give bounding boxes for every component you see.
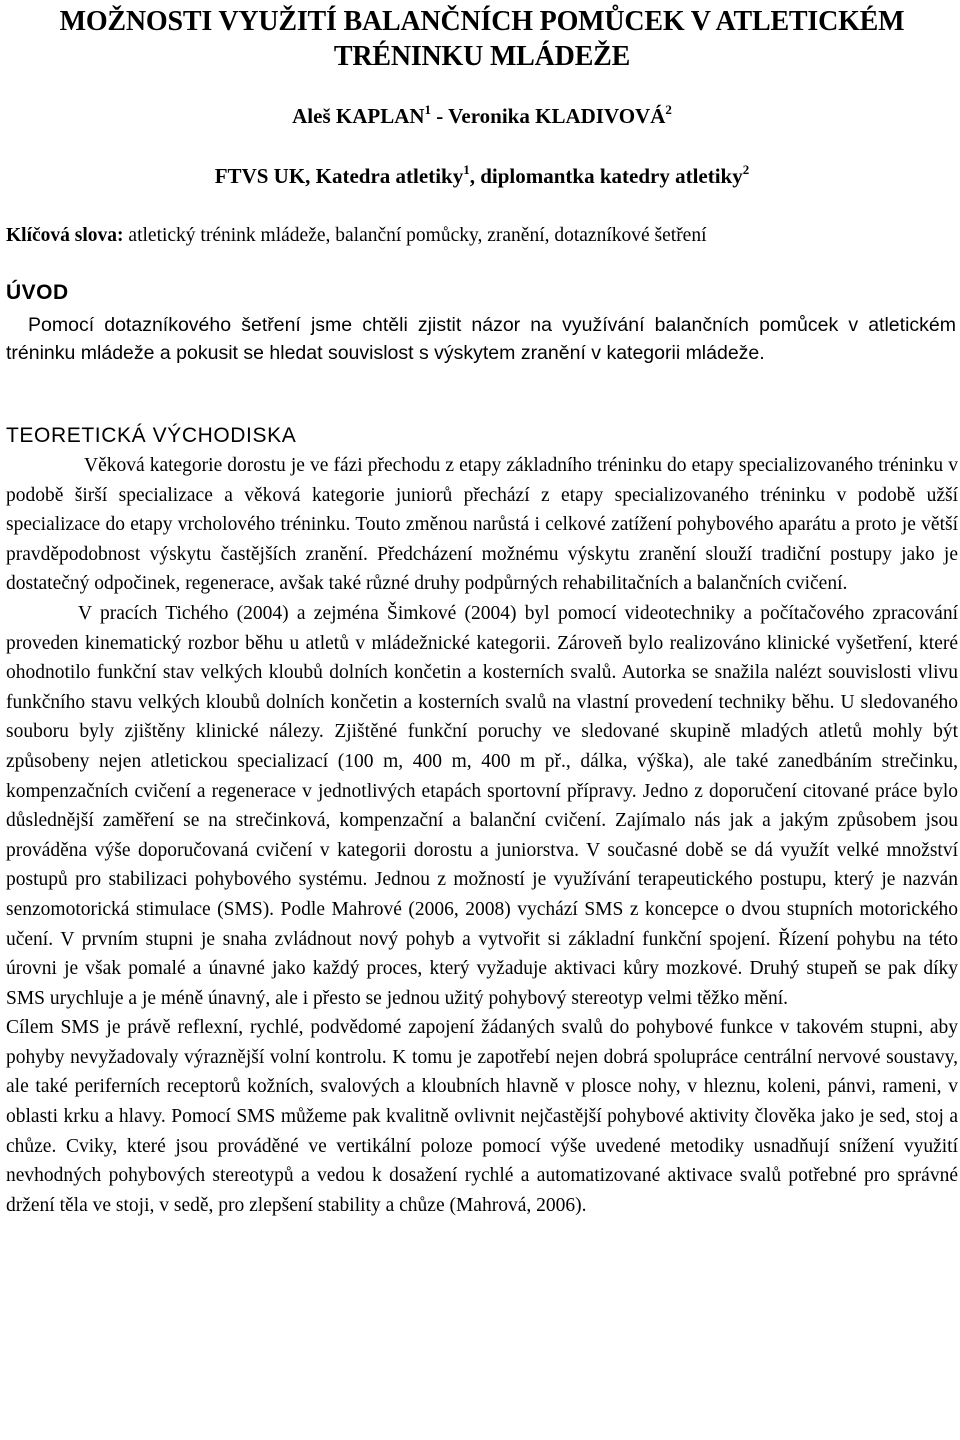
title-line-2: TRÉNINKU MLÁDEŽE — [333, 41, 631, 72]
author-separator: - — [431, 104, 449, 128]
theory-section — [6, 451, 958, 1220]
affiliation-1: FTVS UK, Katedra atletiky — [214, 164, 464, 188]
author-1: Aleš KAPLAN — [292, 104, 425, 128]
affiliation-2: , diplomantka katedry atletiky — [469, 164, 743, 188]
affiliation-line — [6, 164, 958, 189]
author-1-mark: 1 — [424, 102, 432, 117]
theory-paragraph-2: V pracích Tichého (2004) a zejména Šimkové (2004) byl pomocí videotechniky a počítačového zpracování proveden kinematický rozbor běhu u atletů v mládežnické kategorii. Zároveň bylo realizováno klinické vyšetření, které ohodnotilo funkční stav velkých kloubů dolních končetin a kosterních svalů. Autorka se snažila nalézt souvislosti vlivu funkčního stavu velkých kloubů dolních končetin a kosterních svalů na vlastní provedení techniky běhu. U sledovaného souboru byly zjištěny klinické nálezy. Zjištěné funkční poruchy ve sledované skupině mladých atletů mohly být způsobeny nejen atletickou specializací (100 m, 400 m, 400 m př., dálka, výška), ale také zanedbáním strečinku, kompenzačních cvičení a regenerace v jednotlivých etapách sportovní přípravy. Jedno z doporučení citované práce bylo důslednější zaměření se na strečinková, kompenzační a balanční cvičení. Zajímalo nás jak a jakým způsobem jsou prováděna výše doporučovaná cvičení v kategorii dorostu a juniorstva. V současné době se dá využít velké množství postupů pro stabilizaci pohybového systému. Jednou z možností je využívání terapeutického postupu, který je nazván senzomotorická stimulace (SMS). Podle Mahrové (2006, 2008) vychází SMS z koncepce o dvou stupních motorického učení. V prvním stupni je snaha zvládnout nový pohyb a vytvořit si základní funkční spojení. Řízení pohybu na této úrovni je však pomalé a únavné jako každý proces, který vyžaduje aktivaci kůry mozkové. Druhý stupeň se pak díky SMS urychluje a je méně únavný, ale i přesto se jednou užitý pohybový stereotyp velmi těžko mění. — [6, 602, 958, 1009]
intro-heading: ÚVOD — [6, 281, 69, 304]
affiliation-1-mark: 1 — [463, 162, 470, 177]
theory-paragraph-1: Věková kategorie dorostu je ve fázi přechodu z etapy základního tréninku do etapy specializovaného tréninku v podobě širší specializace a věková kategorie juniorů přechází z etapy specializovaného tréninku v podobě užší specializace do etapy vrcholového tréninku. Touto změnou narůstá i celkové zatížení pohybového aparátu a proto je větší pravděpodobnost výskytu častějších zranění. Předcházení možnému výskytu zranění slouží tradiční postupy jako je dostatečný odpočinek, regenerace, avšak také různé druhy podpůrných rehabilitačních a balančních cvičení. — [6, 455, 958, 595]
affiliation-2-mark: 2 — [742, 162, 750, 177]
paper-title — [6, 4, 958, 74]
author-line — [6, 104, 958, 129]
intro-paragraph: Pomocí dotazníkového šetření jsme chtěli zjistit názor na využívání balančních pomůcek v atletickém tréninku mládeže a pokusit se hledat souvislost s výskytem zranění v kategorii mládeže. — [6, 314, 956, 364]
keywords-text: atletický trénink mládeže, balanční pomůcky, zranění, dotazníkové šetření — [123, 225, 707, 246]
author-2-mark: 2 — [665, 102, 672, 117]
title-line-1: MOŽNOSTI VYUŽITÍ BALANČNÍCH POMŮCEK V ATLETICKÉM — [59, 6, 905, 37]
keywords-label: Klíčová slova: — [6, 225, 124, 246]
author-2: Veronika KLADIVOVÁ — [448, 104, 666, 128]
keywords-line — [6, 223, 958, 249]
theory-paragraph-3: Cílem SMS je právě reflexní, rychlé, podvědomé zapojení žádaných svalů do pohybové funkce v takovém stupni, aby pohyby nevyžadovaly výraznější volní kontrolu. K tomu je zapotřebí nejen dobrá spolupráce centrální nervové soustavy, ale také periferních receptorů kožních, svalových a kloubních hlavně v plosce nohy, v hleznu, koleni, pánvi, rameni, v oblasti krku a hlavy. Pomocí SMS můžeme pak kvalitně ovlivnit nejčastější pohybové aktivity člověka jako je sed, stoj a chůze. Cviky, které jsou prováděné ve vertikální poloze pomocí výše uvedené metodiky usnadňují snížení využití nevhodných pohybových stereotypů a vedou k dosažení rychlé a automatizované aktivace svalů potřebné pro správné držení těla ve stoji, v sedě, pro zlepšení stability a chůze (Mahrová, 2006). — [6, 1017, 958, 1216]
theory-heading: TEORETICKÁ VÝCHODISKA — [6, 424, 297, 447]
